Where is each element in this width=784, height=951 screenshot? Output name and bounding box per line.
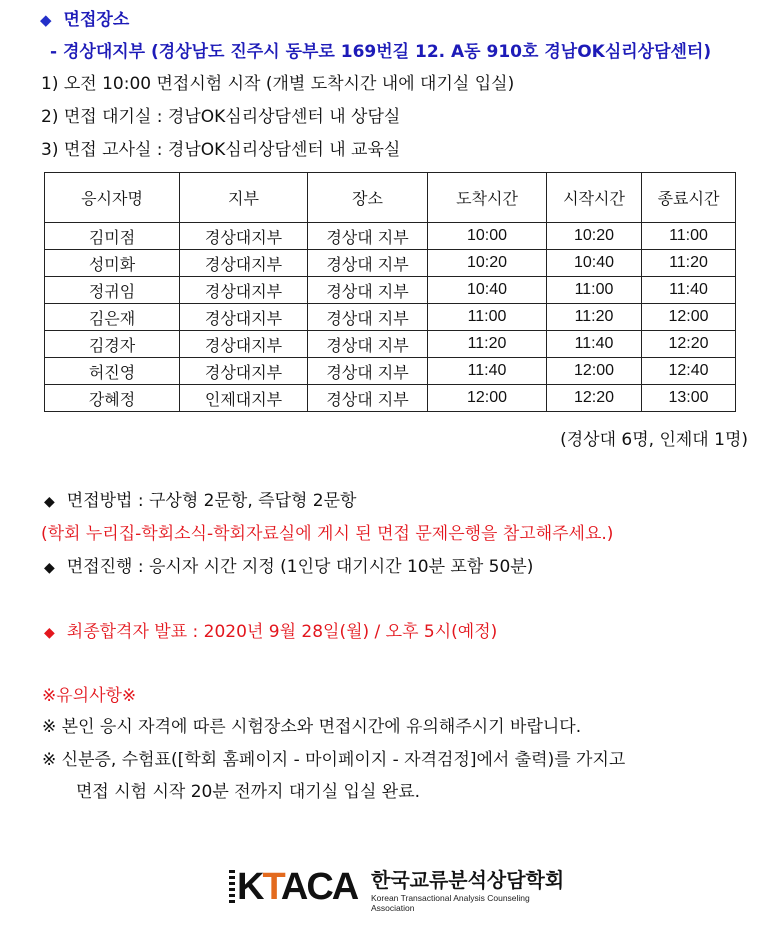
cell-place: 경상대 지부 — [308, 223, 428, 250]
venue-branch-line: - 경상대지부 (경상남도 진주시 동부로 169번길 12. A동 910호 경남OK심리상담센터) — [50, 42, 712, 62]
cell-name: 김은재 — [45, 304, 180, 331]
diamond-bullet-icon: ◆ — [44, 560, 55, 576]
logo-stripes-icon — [229, 870, 235, 904]
diamond-bullet-icon: ◆ — [44, 625, 55, 641]
progress-line: ◆ 면접진행 : 응시자 시간 지정 (1인당 대기시간 10분 포함 50분) — [44, 557, 534, 577]
cell-start: 10:20 — [547, 223, 642, 250]
cell-start: 11:20 — [547, 304, 642, 331]
cell-start: 12:20 — [547, 385, 642, 412]
table-row — [45, 277, 736, 304]
logo-name-english: Korean Transactional Analysis Counseling Association — [371, 893, 530, 913]
cautions-title: ※유의사항※ — [42, 686, 137, 706]
cell-end: 12:00 — [642, 304, 736, 331]
cell-name: 강혜정 — [45, 385, 180, 412]
cell-end: 11:40 — [642, 277, 736, 304]
cell-start: 11:00 — [547, 277, 642, 304]
table-row — [45, 358, 736, 385]
cell-name: 허진영 — [45, 358, 180, 385]
cell-start: 12:00 — [547, 358, 642, 385]
cell-arrival: 10:20 — [428, 250, 547, 277]
cell-end: 13:00 — [642, 385, 736, 412]
cell-place: 경상대 지부 — [308, 358, 428, 385]
caution-item-2-cont: 면접 시험 시작 20분 전까지 대기실 입실 완료. — [76, 782, 421, 802]
venue-item-2: 2) 면접 대기실 : 경남OK심리상담센터 내 상담실 — [41, 107, 401, 127]
table-row — [45, 304, 736, 331]
caution-item-1: ※ 본인 응시 자격에 따른 시험장소와 면접시간에 유의해주시기 바랍니다. — [42, 717, 582, 737]
table-row — [45, 331, 736, 358]
cell-branch: 경상대지부 — [180, 223, 308, 250]
col-header-branch: 지부 — [180, 173, 308, 223]
logo-letter: A — [331, 866, 358, 908]
cell-name: 성미화 — [45, 250, 180, 277]
logo-mark — [237, 866, 357, 908]
venue-item-1: 1) 오전 10:00 면접시험 시작 (개별 도착시간 내에 대기실 입실) — [41, 74, 515, 94]
cell-start: 11:40 — [547, 331, 642, 358]
cell-branch: 인제대지부 — [180, 385, 308, 412]
cell-arrival: 11:00 — [428, 304, 547, 331]
col-header-end: 종료시간 — [642, 173, 736, 223]
table-row — [45, 385, 736, 412]
cell-end: 11:00 — [642, 223, 736, 250]
table-row — [45, 223, 736, 250]
caution-item-2: ※ 신분증, 수험표([학회 홈페이지 - 마이페이지 - 자격검정]에서 출력)를 가지고 — [42, 750, 626, 770]
table-row — [45, 250, 736, 277]
association-logo — [237, 866, 567, 913]
cell-place: 경상대 지부 — [308, 304, 428, 331]
cell-name: 김미점 — [45, 223, 180, 250]
announcement-line: ◆ 최종합격자 발표 : 2020년 9월 28일(월) / 오후 5시(예정) — [44, 622, 498, 642]
cell-end: 12:40 — [642, 358, 736, 385]
cell-name: 김경자 — [45, 331, 180, 358]
cell-place: 경상대 지부 — [308, 331, 428, 358]
table-header-row — [45, 173, 736, 223]
cell-arrival: 12:00 — [428, 385, 547, 412]
method-note: (학회 누리집-학회소식-학회자료실에 게시 된 면접 문제은행을 참고해주세요.) — [41, 524, 614, 544]
cell-place: 경상대 지부 — [308, 277, 428, 304]
cell-name: 정귀임 — [45, 277, 180, 304]
logo-letter: K — [237, 866, 263, 908]
cell-branch: 경상대지부 — [180, 331, 308, 358]
cell-branch: 경상대지부 — [180, 304, 308, 331]
cell-end: 11:20 — [642, 250, 736, 277]
cell-arrival: 10:00 — [428, 223, 547, 250]
venue-item-3: 3) 면접 고사실 : 경남OK심리상담센터 내 교육실 — [41, 140, 401, 160]
cell-arrival: 11:20 — [428, 331, 547, 358]
cell-place: 경상대 지부 — [308, 250, 428, 277]
cell-start: 10:40 — [547, 250, 642, 277]
venue-heading: ◆ 면접장소 — [40, 10, 130, 30]
logo-letter: T — [262, 866, 281, 908]
logo-letter: A — [280, 866, 307, 908]
diamond-bullet-icon: ◆ — [40, 11, 52, 29]
cell-branch: 경상대지부 — [180, 250, 308, 277]
col-header-name: 응시자명 — [45, 173, 180, 223]
logo-name-korean: 한국교류분석상담학회 — [371, 868, 565, 892]
cell-branch: 경상대지부 — [180, 358, 308, 385]
logo-letter: C — [306, 866, 332, 908]
col-header-arrival: 도착시간 — [428, 173, 547, 223]
schedule-summary: (경상대 6명, 인제대 1명) — [560, 430, 748, 450]
cell-end: 12:20 — [642, 331, 736, 358]
diamond-bullet-icon: ◆ — [44, 494, 55, 510]
cell-arrival: 10:40 — [428, 277, 547, 304]
method-line: ◆ 면접방법 : 구상형 2문항, 즉답형 2문항 — [44, 491, 357, 511]
cell-arrival: 11:40 — [428, 358, 547, 385]
schedule-table — [44, 172, 736, 412]
col-header-place: 장소 — [308, 173, 428, 223]
col-header-start: 시작시간 — [547, 173, 642, 223]
cell-branch: 경상대지부 — [180, 277, 308, 304]
cell-place: 경상대 지부 — [308, 385, 428, 412]
